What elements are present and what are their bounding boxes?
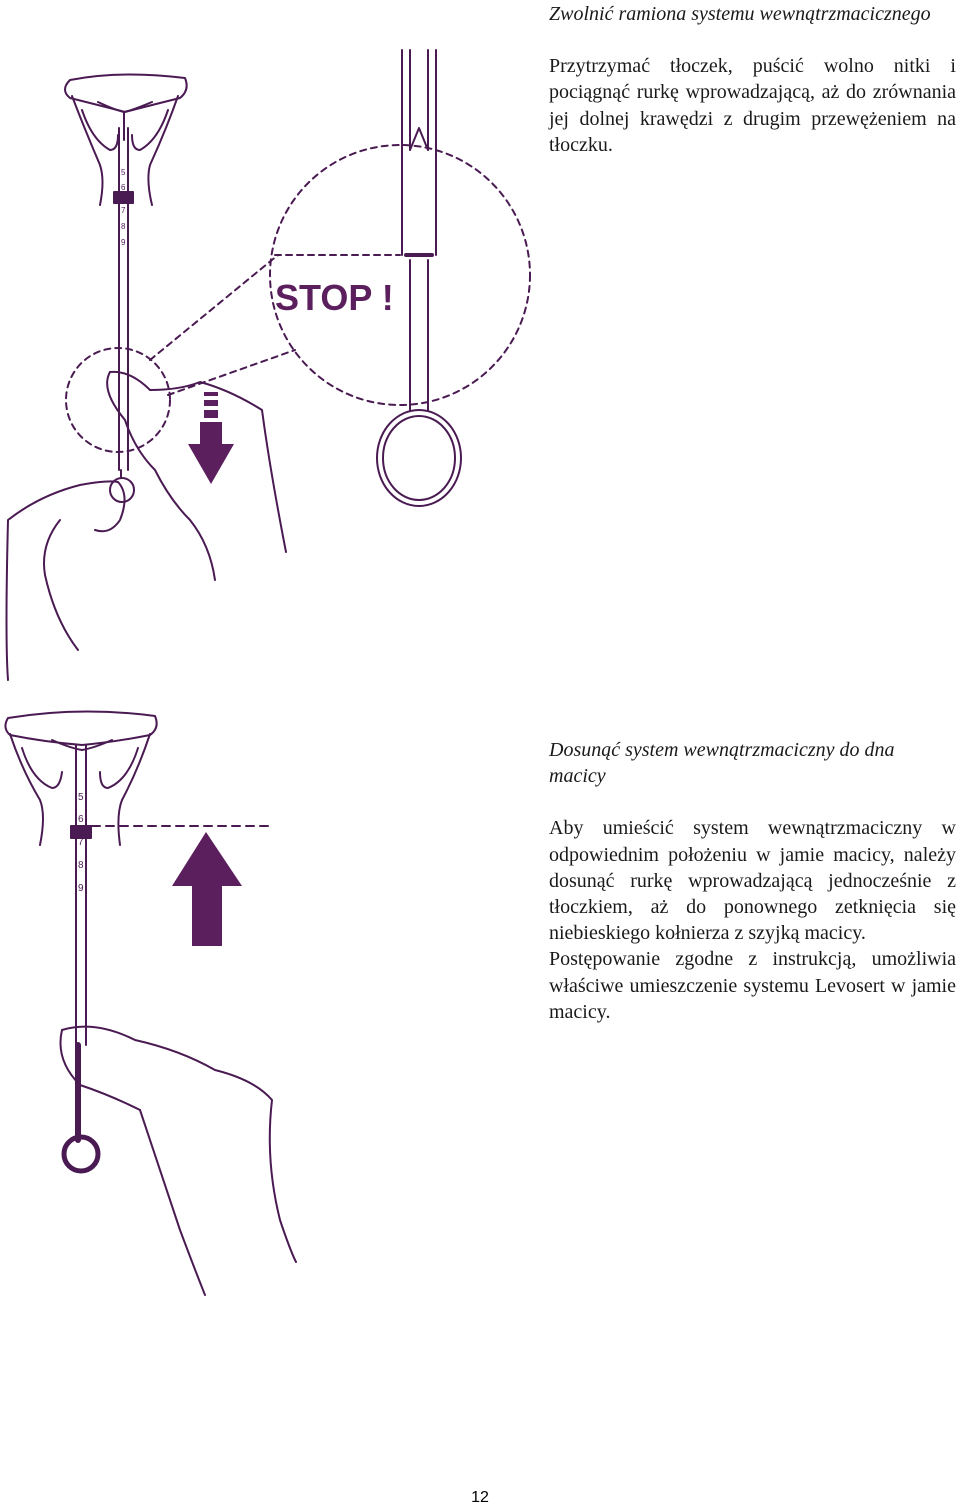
scale-mark: 7: [78, 837, 84, 848]
section-body: Aby umieścić system wewnątrzmaciczny w odpowiednim położeniu w jamie macicy, należy dosunąć rurkę wprowadzającą jednocześnie z tłoczkiem, aż do ponownego zetknięcia się niebieskiego kołnierza z szyjką macicy.: [549, 817, 956, 945]
scale-mark: 5: [121, 168, 126, 177]
scale-mark: 6: [121, 183, 126, 192]
scale-mark: 5: [78, 792, 84, 803]
scale-mark: 9: [121, 238, 126, 247]
stop-label: STOP !: [275, 277, 394, 318]
section-advance-system: [549, 737, 956, 1025]
page-number: 12: [471, 1489, 489, 1506]
illustration-advance-system: [5, 711, 296, 1295]
scale-mark: 6: [78, 814, 84, 825]
scale-mark: 8: [121, 222, 126, 231]
scale-mark: 8: [78, 860, 84, 871]
section-release-arms: [549, 1, 956, 158]
illustration-release-arms: [7, 50, 531, 680]
section-heading: Zwolnić ramiona systemu wewnątrzmacicznego: [549, 3, 931, 25]
section-body: Przytrzymać tłoczek, puścić wolno nitki i pociągnąć rurkę wprowadzającą, aż do zrównania jej dolnej krawędzi z drugim przewężeniem na tłoczku.: [549, 55, 956, 156]
scale-mark: 9: [78, 883, 84, 894]
section-heading: Dosunąć system wewnątrzmaciczny do dna macicy: [549, 739, 895, 788]
scale-mark: 7: [121, 206, 126, 215]
section-body: Postępowanie zgodne z instrukcją, umożliwia właściwe umieszczenie systemu Levosert w jamie macicy.: [549, 948, 956, 1023]
